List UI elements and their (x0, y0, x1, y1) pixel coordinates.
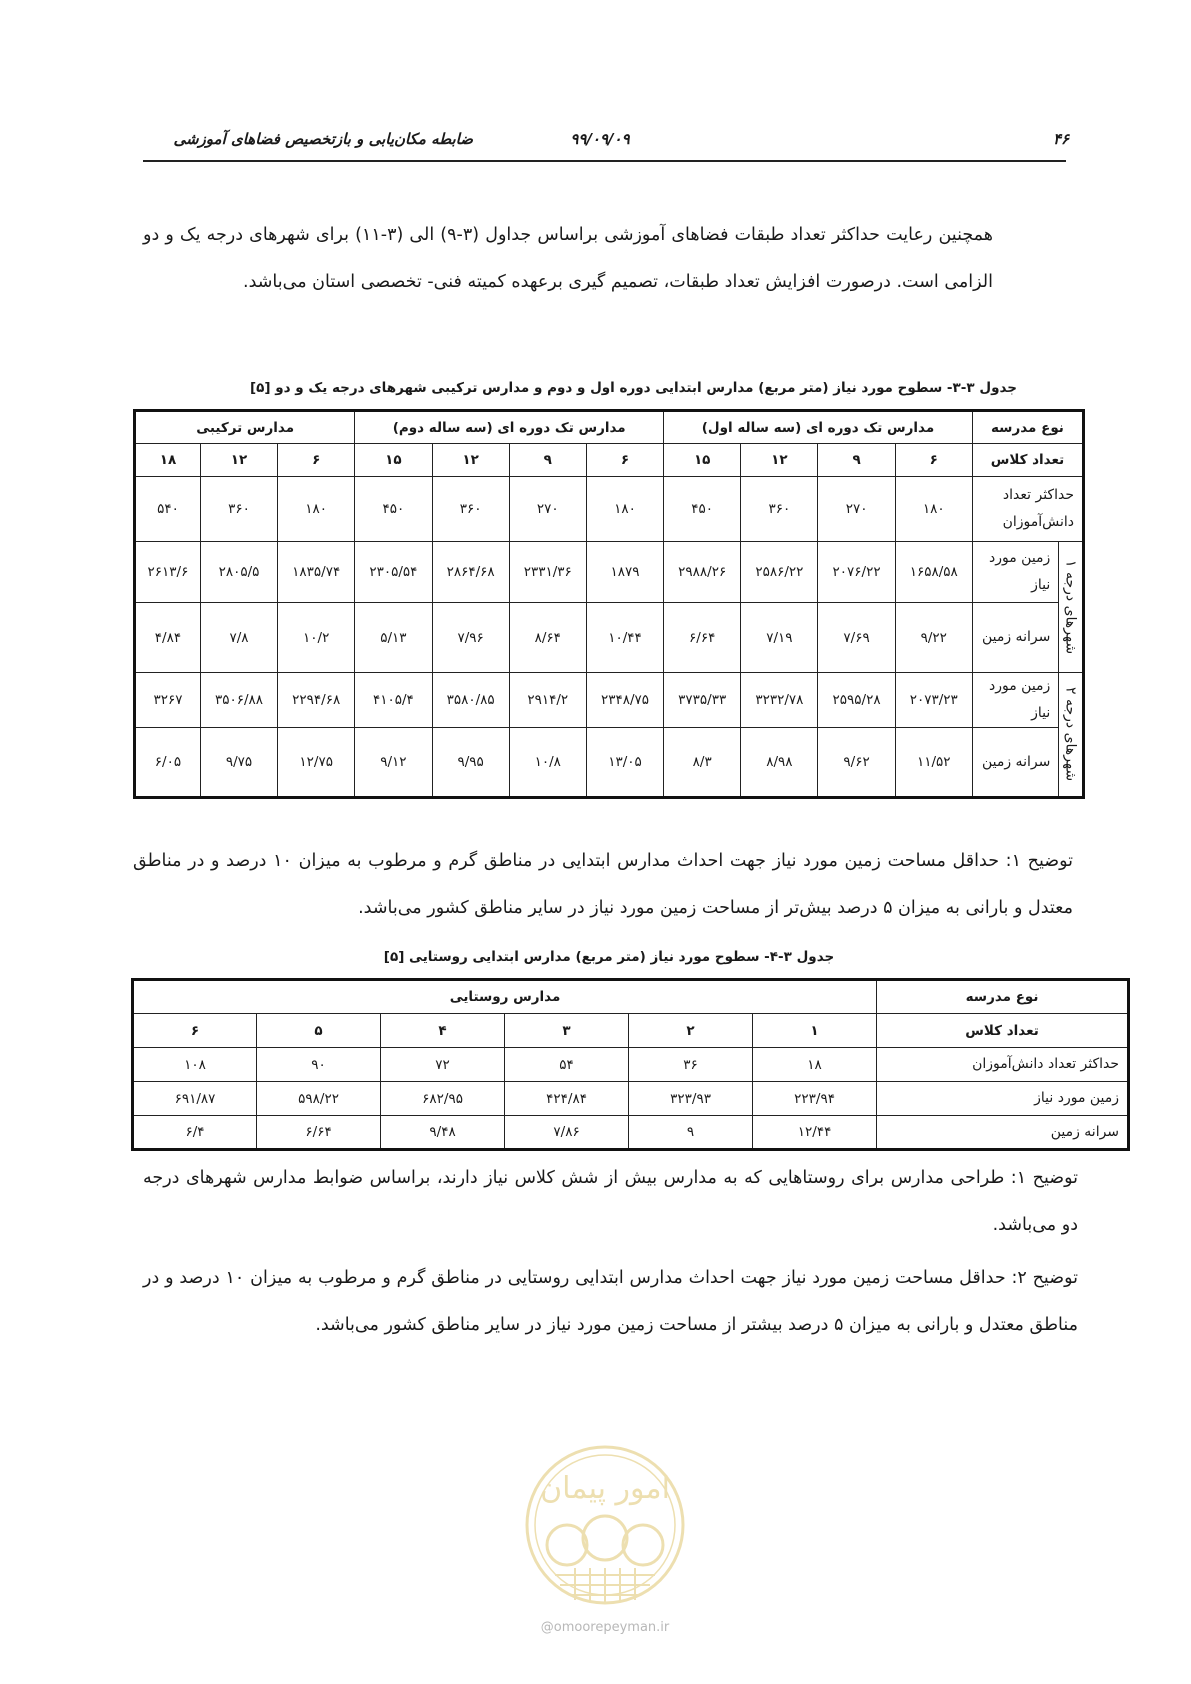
table2 (131, 978, 1130, 1151)
per-capita-label: سرانه زمین (877, 1116, 1129, 1150)
table-cell: ۱۸ (753, 1048, 877, 1082)
table-cell: ۷/۱۹ (741, 603, 818, 673)
table-cell: ۷/۹۶ (432, 603, 509, 673)
land-label: زمین مورد نیاز (972, 542, 1058, 603)
class-count: ۹ (509, 444, 586, 477)
table-cell: ۶۹۱/۸۷ (133, 1082, 257, 1116)
table-cell: ۲۲۹۴/۶۸ (278, 673, 355, 728)
intro-paragraph: همچنین رعایت حداکثر تعداد طبقات فضاهای آموزشی براساس جداول (۳-۹) الی (۳-۱۱) برای شهرهای درجه یک و دو الزامی است. درصورت افزایش تعداد طبقات، تصمیم گیری برعهده کمیته فنی- تخصصی استان می‌باشد. (143, 225, 993, 292)
table-cell: ۵۴۰ (135, 477, 201, 542)
table2-caption: جدول ۳-۴- سطوح مورد نیاز (متر مربع) مدارس ابتدایی روستایی [۵] (383, 949, 835, 965)
table-cell: ۹۰ (257, 1048, 381, 1082)
table-cell: ۲۲۳/۹۴ (753, 1082, 877, 1116)
note-2: توضیح ۱: طراحی مدارس برای روستاهایی که به مدارس بیش از شش کلاس نیاز دارند، براساس ضوابط مدارس شهرهای درجه دو می‌باشد. (143, 1168, 1078, 1235)
class-count: ۱۲ (200, 444, 277, 477)
table-cell: ۲۶۱۳/۶ (135, 542, 201, 603)
table-cell: ۱۰/۸ (509, 728, 586, 798)
table-cell: ۴۵۰ (664, 477, 741, 542)
table-cell: ۱۸۰ (895, 477, 972, 542)
table-cell: ۱۰/۲ (278, 603, 355, 673)
class-count: ۲ (629, 1014, 753, 1048)
per-capita-label: سرانه زمین (972, 728, 1058, 798)
class-count: ۵ (257, 1014, 381, 1048)
max-students-label: حداکثر تعداد دانش‌آموزان (972, 477, 1083, 542)
table-cell: ۲۳۰۵/۵۴ (355, 542, 432, 603)
table-cell: ۷/۶۹ (818, 603, 895, 673)
table-cell: ۳۷۳۵/۳۳ (664, 673, 741, 728)
table-cell: ۱۲/۷۵ (278, 728, 355, 798)
land-label: زمین مورد نیاز (972, 673, 1058, 728)
group-header: مدارس روستایی (133, 980, 877, 1014)
class-count: ۳ (505, 1014, 629, 1048)
class-count: ۱۲ (432, 444, 509, 477)
table-cell: ۳۵۸۰/۸۵ (432, 673, 509, 728)
table-cell: ۴۲۴/۸۴ (505, 1082, 629, 1116)
table-cell: ۶/۰۵ (135, 728, 201, 798)
land-label: زمین مورد نیاز (877, 1082, 1129, 1116)
class-count: ۶ (278, 444, 355, 477)
table-cell: ۱۶۵۸/۵۸ (895, 542, 972, 603)
table-cell: ۹ (629, 1116, 753, 1150)
group-header: مدارس تک دوره ای (سه ساله دوم) (355, 411, 664, 444)
table-cell: ۲۰۷۶/۲۲ (818, 542, 895, 603)
header-rule (143, 160, 1066, 162)
group-header: مدارس تک دوره ای (سه ساله اول) (664, 411, 973, 444)
table-cell: ۳۶۰ (432, 477, 509, 542)
note-3: توضیح ۲: حداقل مساحت زمین مورد نیاز جهت احداث مدارس ابتدایی روستایی در مناطق گرم و مرطوب به میزان ۱۰ درصد و در مناطق معتدل و بارانی به میزان ۵ درصد بیشتر از مساحت زمین مورد نیاز در سایر مناطق کشور می‌باشد. (143, 1268, 1078, 1335)
table-cell: ۹/۱۲ (355, 728, 432, 798)
class-count-label: تعداد کلاس (877, 1014, 1129, 1048)
header-date: ۹۹/۰۹/۰۹ (570, 130, 630, 148)
table-cell: ۱۳/۰۵ (586, 728, 663, 798)
class-count: ۱۲ (741, 444, 818, 477)
table-cell: ۲۸۰۵/۵ (200, 542, 277, 603)
table-cell: ۴۵۰ (355, 477, 432, 542)
class-count: ۶ (586, 444, 663, 477)
class-count: ۱۸ (135, 444, 201, 477)
class-count: ۱۵ (664, 444, 741, 477)
table1-caption: جدول ۳-۳- سطوح مورد نیاز (متر مربع) مدارس ابتدایی دوره اول و دوم و مدارس ترکیبی شهرهای درجه یک و دو [۵] (250, 380, 1017, 396)
max-students-label: حداکثر تعداد دانش‌آموزان (877, 1048, 1129, 1082)
table-cell: ۹/۴۸ (381, 1116, 505, 1150)
table-cell: ۲۹۱۴/۲ (509, 673, 586, 728)
table-cell: ۲۵۸۶/۲۲ (741, 542, 818, 603)
school-type-label: نوع مدرسه (877, 980, 1129, 1014)
page-number: ۴۶ (1053, 130, 1070, 148)
class-count: ۴ (381, 1014, 505, 1048)
grade2-label: شهرهای درجه ۲ (1062, 687, 1079, 782)
table-cell: ۷۲ (381, 1048, 505, 1082)
header-title: ضابطه مکان‌یابی و بازتخصیص فضاهای آموزشی (173, 130, 473, 148)
table-cell: ۵/۱۳ (355, 603, 432, 673)
class-count: ۱ (753, 1014, 877, 1048)
group-header: مدارس ترکیبی (135, 411, 355, 444)
table-cell: ۲۷۰ (818, 477, 895, 542)
table-cell: ۹/۲۲ (895, 603, 972, 673)
table-cell: ۴/۸۴ (135, 603, 201, 673)
table-cell: ۸/۹۸ (741, 728, 818, 798)
table-cell: ۹/۹۵ (432, 728, 509, 798)
watermark-logo (505, 1440, 705, 1610)
table-cell: ۶/۶۴ (664, 603, 741, 673)
note-1: توضیح ۱: حداقل مساحت زمین مورد نیاز جهت احداث مدارس ابتدایی در مناطق گرم و مرطوب به میزان ۱۰ درصد و در مناطق معتدل و بارانی به میزان ۵ درصد بیش‌تر از مساحت زمین مورد نیاز در سایر مناطق کشور می‌باشد. (133, 851, 1074, 918)
class-count: ۶ (895, 444, 972, 477)
table-cell: ۶/۶۴ (257, 1116, 381, 1150)
class-count: ۶ (133, 1014, 257, 1048)
table-cell: ۹/۶۲ (818, 728, 895, 798)
table-cell: ۳۶ (629, 1048, 753, 1082)
table-cell: ۳۲۶۷ (135, 673, 201, 728)
table-cell: ۲۳۴۸/۷۵ (586, 673, 663, 728)
school-type-label: نوع مدرسه (972, 411, 1083, 444)
table-cell: ۵۹۸/۲۲ (257, 1082, 381, 1116)
table-cell: ۱۰/۴۴ (586, 603, 663, 673)
watermark-site: @omoorepeyman.ir (540, 1620, 670, 1635)
class-count: ۱۵ (355, 444, 432, 477)
table-cell: ۸/۶۴ (509, 603, 586, 673)
table-cell: ۵۴ (505, 1048, 629, 1082)
table-cell: ۶۸۲/۹۵ (381, 1082, 505, 1116)
table-cell: ۳۶۰ (200, 477, 277, 542)
class-count-label: تعداد کلاس (972, 444, 1083, 477)
table-cell: ۶/۴ (133, 1116, 257, 1150)
table-cell: ۱۲/۴۴ (753, 1116, 877, 1150)
table-cell: ۳۶۰ (741, 477, 818, 542)
table-cell: ۷/۸۶ (505, 1116, 629, 1150)
table-cell: ۳۲۳۲/۷۸ (741, 673, 818, 728)
table-cell: ۲۷۰ (509, 477, 586, 542)
table-cell: ۲۵۹۵/۲۸ (818, 673, 895, 728)
table-cell: ۱۸۳۵/۷۴ (278, 542, 355, 603)
table-cell: ۸/۳ (664, 728, 741, 798)
table-cell: ۱۸۰ (278, 477, 355, 542)
grade1-label: شهرهای درجه ۱ (1062, 559, 1079, 655)
table-cell: ۲۰۷۳/۲۳ (895, 673, 972, 728)
table-cell: ۳۲۳/۹۳ (629, 1082, 753, 1116)
watermark-logo-text: امور پیمان (540, 1471, 670, 1506)
table-cell: ۷/۸ (200, 603, 277, 673)
table-cell: ۲۸۶۴/۶۸ (432, 542, 509, 603)
table-cell: ۹/۷۵ (200, 728, 277, 798)
table-cell: ۳۵۰۶/۸۸ (200, 673, 277, 728)
table-cell: ۲۹۸۸/۲۶ (664, 542, 741, 603)
table-cell: ۱۱/۵۲ (895, 728, 972, 798)
table-cell: ۱۸۰ (586, 477, 663, 542)
table-cell: ۱۸۷۹ (586, 542, 663, 603)
per-capita-label: سرانه زمین (972, 603, 1058, 673)
table-cell: ۲۳۳۱/۳۶ (509, 542, 586, 603)
table-cell: ۴۱۰۵/۴ (355, 673, 432, 728)
class-count: ۹ (818, 444, 895, 477)
table1 (133, 409, 1085, 799)
table-cell: ۱۰۸ (133, 1048, 257, 1082)
